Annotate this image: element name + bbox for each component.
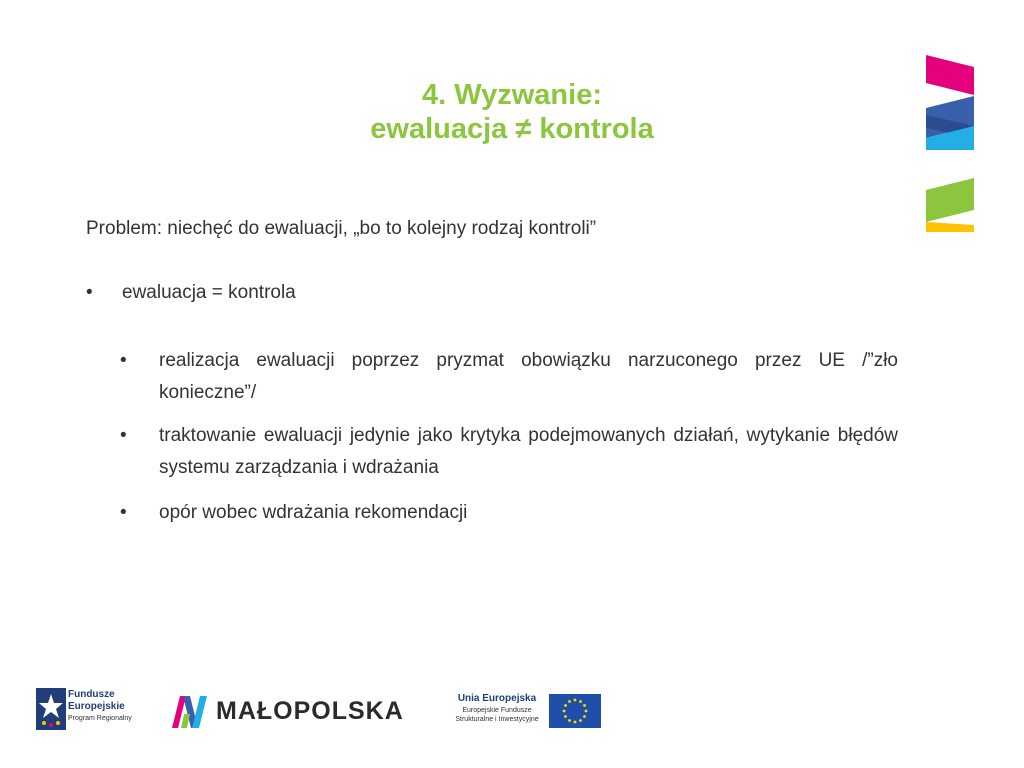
slide-title xyxy=(0,78,1024,146)
eu-logo-line2: Europejskie Fundusze xyxy=(462,707,532,714)
fundusze-europejskie-logo xyxy=(36,688,146,732)
bullet-dot: • xyxy=(120,350,127,371)
decorative-stripes xyxy=(922,50,978,235)
bullet-main-text: ewaluacja = kontrola xyxy=(122,282,296,303)
malopolska-text: MAŁOPOLSKA xyxy=(216,697,404,725)
eu-logo-text xyxy=(446,694,548,724)
sub-bullet-text: traktowanie ewaluacji jedynie jako krytyka podejmowanych działań, wytykanie błędów systemu zarządzania i wdrażania xyxy=(159,425,898,478)
fe-star-icon xyxy=(36,688,66,730)
stripe-magenta xyxy=(926,55,974,95)
eu-logo xyxy=(446,692,602,732)
fe-logo-text xyxy=(68,689,132,725)
fe-logo-line3: Program Regionalny xyxy=(68,715,132,722)
sub-bullet-text: realizacja ewaluacji poprzez pryzmat obowiązku narzuconego przez UE /”zło konieczne”/ xyxy=(159,350,898,403)
slide-title-line1: 4. Wyzwanie: xyxy=(422,79,602,111)
malopolska-m-icon xyxy=(170,692,210,730)
eu-logo-line1: Unia Europejska xyxy=(457,693,537,704)
eu-logo-line3: Strukturalne i Inwestycyjne xyxy=(455,716,539,723)
bullet-dot: • xyxy=(120,502,127,523)
sub-bullet-text: opór wobec wdrażania rekomendacji xyxy=(159,502,468,523)
problem-statement: Problem: niechęć do ewaluacji, „bo to kolejny rodzaj kontroli” xyxy=(86,218,597,239)
malopolska-logo xyxy=(170,690,415,732)
eu-flag-icon xyxy=(549,694,601,728)
stripe-green xyxy=(926,178,974,222)
stripe-yellow xyxy=(926,222,974,232)
fe-logo-line2: Europejskie xyxy=(68,701,125,712)
bullet-dot: • xyxy=(86,282,93,303)
slide-title-line2: ewaluacja ≠ kontrola xyxy=(370,113,654,145)
fe-logo-line1: Fundusze xyxy=(68,689,115,700)
bullet-dot: • xyxy=(120,425,127,446)
